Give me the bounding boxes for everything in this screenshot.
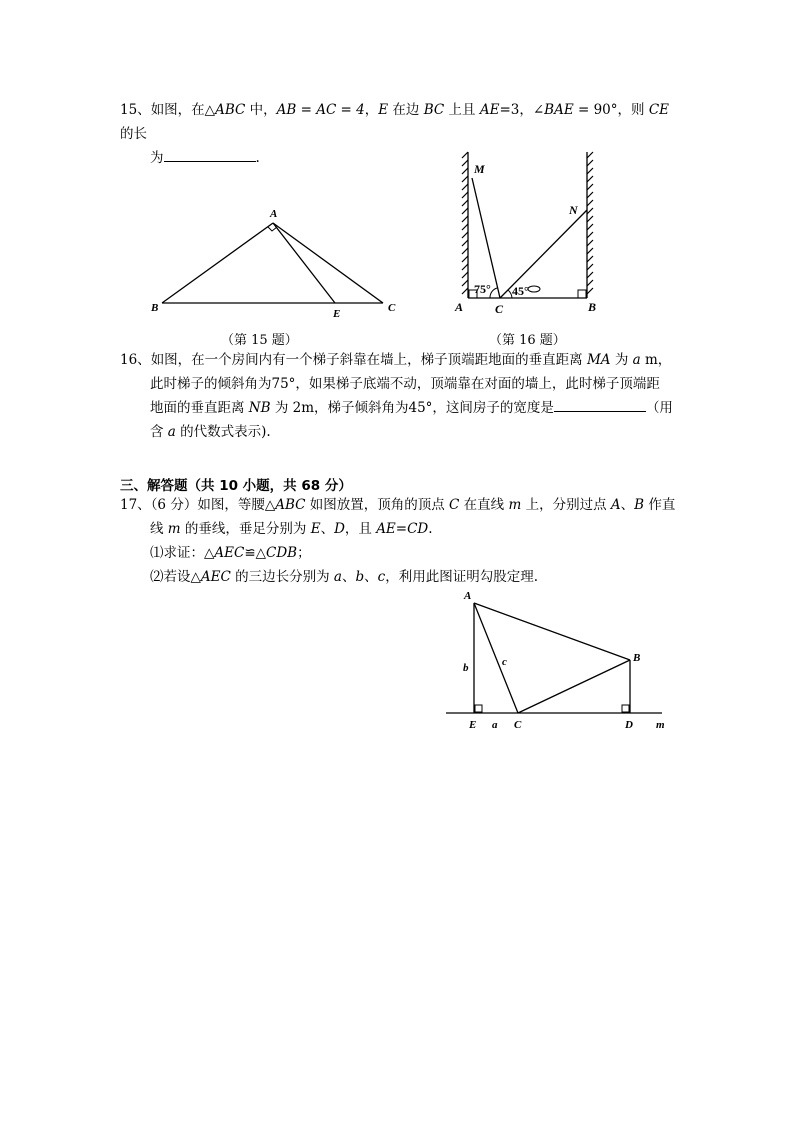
question-17 bbox=[120, 493, 680, 589]
fig17-label-m: m bbox=[656, 719, 665, 731]
fig15-caption: （第 15 题） bbox=[221, 333, 298, 348]
fig16-label-b: B bbox=[588, 300, 597, 314]
q16-line1: 如图，在一个房间内有一个梯子斜靠在墙上，梯子顶端距地面的垂直距离 MA 为 a m， bbox=[150, 352, 672, 368]
fig17-label-e: E bbox=[469, 719, 477, 731]
section-3-title: 三、解答题（共 10 小题，共 68 分） bbox=[120, 478, 352, 494]
fig17-label-a: A bbox=[464, 590, 472, 602]
fig16-label-n: N bbox=[569, 203, 578, 217]
q15-number: 15、 bbox=[120, 102, 151, 118]
fig16-angle-45: 45° bbox=[512, 284, 529, 298]
q16-line2: 此时梯子的倾斜角为75°，如果梯子底端不动，顶端靠在对面的墙上，此时梯子顶端距 bbox=[150, 376, 660, 392]
fig16-label-c: C bbox=[495, 302, 504, 316]
q16-number: 16、 bbox=[120, 352, 151, 368]
fig15-label-c: C bbox=[388, 302, 396, 314]
q15-line2: 为 . bbox=[120, 146, 680, 170]
q17-line1: （6 分）如图，等腰△ABC 如图放置，顶角的顶点 C 在直线 m 上，分别过点 A、B 作直 bbox=[150, 497, 676, 513]
fig15-label-b: B bbox=[151, 302, 159, 314]
fig16-label-m: M bbox=[474, 162, 485, 176]
answer-blank-15[interactable] bbox=[164, 147, 256, 162]
q16-line3: 地面的垂直距离 NB 为 2m，梯子倾斜角为45°，这间房子的宽度是 （用 bbox=[120, 396, 680, 420]
figure-17 bbox=[440, 585, 680, 735]
fig17-label-side-a: a bbox=[492, 719, 498, 731]
fig15-label-a: A bbox=[270, 208, 278, 220]
q17-line2: 线 m 的垂线，垂足分别为 E、D，且 AE=CD. bbox=[150, 521, 433, 537]
q17-part2: ⑵若设△AEC 的三边长分别为 a、b、c，利用此图证明勾股定理. bbox=[150, 569, 538, 585]
fig17-label-side-c: c bbox=[502, 656, 507, 668]
fig17-label-b: B bbox=[633, 652, 641, 664]
figure-16 bbox=[450, 148, 610, 323]
fig16-label-a: A bbox=[455, 300, 464, 314]
fig17-label-d: D bbox=[625, 719, 633, 731]
question-16 bbox=[120, 348, 680, 444]
q15-text: 如图，在△ABC 中，AB = AC = 4，E 在边 BC 上且 AE=3，∠BAE = 90°，则 CE 的长 bbox=[120, 102, 669, 142]
fig15-label-e: E bbox=[333, 308, 341, 320]
fig16-caption: （第 16 题） bbox=[489, 333, 566, 348]
q17-part1: ⑴求证：△AEC≌△CDB； bbox=[150, 545, 311, 561]
answer-blank-16[interactable] bbox=[554, 397, 646, 412]
fig17-label-c: C bbox=[514, 719, 522, 731]
fig16-angle-75: 75° bbox=[474, 282, 491, 296]
fig17-label-side-b: b bbox=[463, 662, 469, 674]
figure-15 bbox=[145, 205, 405, 320]
q17-number: 17、 bbox=[120, 497, 151, 513]
q16-line4: 含 a 的代数式表示). bbox=[150, 424, 271, 440]
